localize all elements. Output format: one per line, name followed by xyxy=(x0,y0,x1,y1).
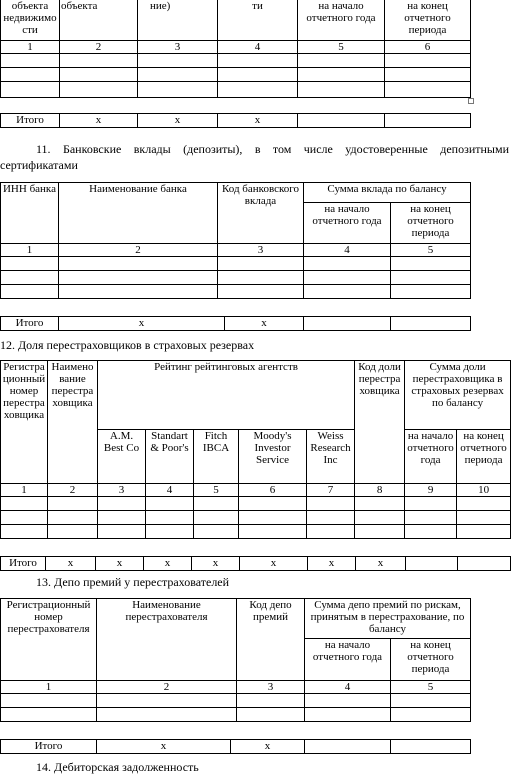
total-label: Итого xyxy=(1,317,59,331)
table-row xyxy=(1,285,471,299)
header-cell: ти xyxy=(218,0,298,41)
total-cell: x xyxy=(138,114,218,128)
total-cell: x xyxy=(218,114,298,128)
column-number: 6 xyxy=(385,41,471,54)
column-number: 9 xyxy=(405,484,457,497)
table-row xyxy=(1,525,511,539)
total-label: Итого xyxy=(1,740,97,754)
total-cell: x xyxy=(231,740,305,754)
header-agency-sp: Standart & Poor's xyxy=(146,430,194,484)
table-10 xyxy=(0,0,471,98)
table-row xyxy=(1,708,471,722)
total-cell: x xyxy=(356,557,406,571)
table-resize-handle[interactable] xyxy=(468,98,474,104)
header-agency-am-best: A.M. Best Co xyxy=(98,430,146,484)
table-row xyxy=(1,497,511,511)
column-number: 4 xyxy=(218,41,298,54)
column-number: 1 xyxy=(1,41,60,54)
table-row xyxy=(1,82,471,98)
column-number: 1 xyxy=(1,681,97,694)
section-12-heading: 12. Доля перестраховщиков в страховых резервах xyxy=(0,338,255,352)
total-row xyxy=(1,740,471,754)
column-number: 2 xyxy=(60,41,138,54)
column-number: 2 xyxy=(97,681,237,694)
column-number: 8 xyxy=(355,484,405,497)
header-start: на начало отчетного года xyxy=(305,639,391,681)
table-row xyxy=(1,257,471,271)
table-10-header-row xyxy=(1,0,471,41)
column-number: 10 xyxy=(457,484,511,497)
table-11 xyxy=(0,182,471,299)
total-cell: x xyxy=(60,114,138,128)
header-cell: объекта недвижимости xyxy=(1,0,60,41)
header-cedent-reg-number: Регистрационный номер перестрахователя xyxy=(1,599,97,681)
column-number: 3 xyxy=(98,484,146,497)
total-row xyxy=(1,557,511,571)
header-cell: на конец отчетного периода xyxy=(385,0,471,41)
header-end: на конец отчетного периода xyxy=(391,639,471,681)
column-number-row xyxy=(1,244,471,257)
table-row xyxy=(1,271,471,285)
total-cell xyxy=(298,114,385,128)
column-number: 5 xyxy=(194,484,239,497)
total-cell: x xyxy=(308,557,356,571)
header-reinsurer-name: Наименование перестраховщика xyxy=(48,361,98,484)
column-number: 6 xyxy=(239,484,307,497)
column-number-row xyxy=(1,41,471,54)
total-cell: x xyxy=(192,557,240,571)
column-number: 3 xyxy=(218,244,304,257)
table-row xyxy=(1,54,471,68)
header-agency-weiss: Weiss Research Inc xyxy=(307,430,355,484)
table-row xyxy=(1,694,471,708)
total-cell: x xyxy=(97,740,231,754)
column-number: 7 xyxy=(307,484,355,497)
column-number: 3 xyxy=(138,41,218,54)
header-bank-name: Наименование банка xyxy=(59,183,218,244)
header-cell: объекта xyxy=(60,0,138,41)
header-end: на конец отчетного периода xyxy=(457,430,511,484)
total-cell: x xyxy=(144,557,192,571)
total-cell: x xyxy=(96,557,144,571)
table-13 xyxy=(0,598,471,722)
header-deposit-code: Код депо премий xyxy=(237,599,305,681)
column-number: 5 xyxy=(391,681,471,694)
header-start: на начало отчетного года xyxy=(405,430,457,484)
total-cell xyxy=(305,740,391,754)
table-row xyxy=(1,68,471,82)
section-14-heading: 14. Дебиторская задолженность xyxy=(36,760,199,774)
total-cell: x xyxy=(225,317,304,331)
header-cell: ние) xyxy=(138,0,218,41)
total-row xyxy=(1,114,471,128)
table-row xyxy=(1,511,511,525)
table-13-total xyxy=(0,739,471,754)
column-number-row xyxy=(1,484,511,497)
column-number: 2 xyxy=(59,244,218,257)
column-number-row xyxy=(1,681,471,694)
column-number: 4 xyxy=(305,681,391,694)
total-cell: x xyxy=(240,557,308,571)
total-cell: x xyxy=(46,557,96,571)
header-cell: на начало отчетного года xyxy=(298,0,385,41)
section-13-heading: 13. Депо премий у перестрахователей xyxy=(36,575,230,589)
total-cell xyxy=(304,317,391,331)
header-reinsurer-reg-number: Регистрационный номер перестраховщика xyxy=(1,361,48,484)
column-number: 4 xyxy=(304,244,391,257)
total-label: Итого xyxy=(1,557,46,571)
section-11-heading: 11. Банковские вклады (депозиты), в том числе удостоверенные депозитными сертификатами xyxy=(0,142,509,172)
total-cell xyxy=(391,740,471,754)
header-deposit-sum: Сумма депо премий по рискам, принятым в перестрахование, по балансу xyxy=(305,599,471,639)
total-cell xyxy=(385,114,471,128)
total-cell xyxy=(458,557,511,571)
header-deposit-code: Код банковского вклада xyxy=(218,183,304,244)
header-end: на конец отчетного периода xyxy=(391,203,471,244)
column-number: 3 xyxy=(237,681,305,694)
header-agency-fitch: Fitch IBCA xyxy=(194,430,239,484)
column-number: 5 xyxy=(391,244,471,257)
column-number: 1 xyxy=(1,484,48,497)
header-cedent-name: Наименование перестрахователя xyxy=(97,599,237,681)
column-number: 5 xyxy=(298,41,385,54)
header-start: на начало отчетного года xyxy=(304,203,391,244)
total-cell xyxy=(406,557,458,571)
header-agency-ratings: Рейтинг рейтинговых агентств xyxy=(98,361,355,430)
header-share-sum: Сумма доли перестраховщика в страховых резервах по балансу xyxy=(405,361,511,430)
table-12 xyxy=(0,360,511,539)
column-number: 1 xyxy=(1,244,59,257)
table-12-total xyxy=(0,556,511,571)
header-deposit-sum: Сумма вклада по балансу xyxy=(304,183,471,203)
total-label: Итого xyxy=(1,114,60,128)
header-inn: ИНН банка xyxy=(1,183,59,244)
column-number: 4 xyxy=(146,484,194,497)
header-share-code: Код доли перестраховщика xyxy=(355,361,405,484)
column-number: 2 xyxy=(48,484,98,497)
table-10-total xyxy=(0,113,471,128)
table-11-total xyxy=(0,316,471,331)
total-row xyxy=(1,317,471,331)
total-cell xyxy=(391,317,471,331)
header-agency-moodys: Moody's Investor Service xyxy=(239,430,307,484)
total-cell: x xyxy=(59,317,225,331)
